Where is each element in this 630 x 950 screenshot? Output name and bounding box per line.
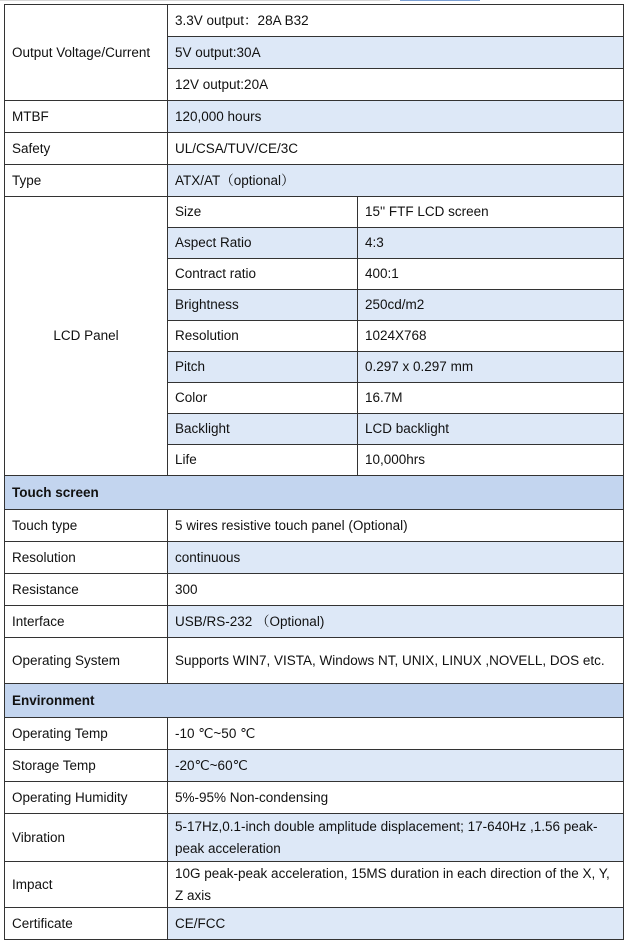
lcd-value: 1024X768 [358, 321, 624, 352]
lcd-key: Brightness [168, 290, 358, 321]
row-label: Storage Temp [5, 750, 168, 782]
lcd-value: 250cd/m2 [358, 290, 624, 321]
table-row [5, 101, 624, 133]
lcd-value: LCD backlight [358, 414, 624, 445]
lcd-value: 16.7M [358, 383, 624, 414]
table-row [5, 862, 624, 908]
top-edge-line [0, 0, 630, 3]
lcd-value: 10,000hrs [358, 445, 624, 476]
lcd-value: 0.297 x 0.297 mm [358, 352, 624, 383]
row-label: Certificate [5, 908, 168, 940]
table-row [5, 5, 624, 37]
row-label: Resistance [5, 574, 168, 606]
spec-table [4, 4, 624, 940]
table-row [5, 606, 624, 638]
lcd-key: Aspect Ratio [168, 228, 358, 259]
lcd-key: Life [168, 445, 358, 476]
row-label: Vibration [5, 814, 168, 862]
row-label: Touch type [5, 510, 168, 542]
row-label: Operating System [5, 638, 168, 684]
lcd-key: Contract ratio [168, 259, 358, 290]
table-row [5, 197, 624, 228]
row-label: Safety [5, 133, 168, 165]
row-label: Operating Humidity [5, 782, 168, 814]
section-header [5, 476, 624, 510]
table-row [5, 133, 624, 165]
row-label: MTBF [5, 101, 168, 133]
lcd-value: 4:3 [358, 228, 624, 259]
row-label: Impact [5, 862, 168, 908]
row-value: Supports WIN7, VISTA, Windows NT, UNIX, LINUX ,NOVELL, DOS etc. [168, 638, 624, 684]
table-row [5, 542, 624, 574]
section-title: Environment [5, 684, 624, 718]
table-row [5, 638, 624, 684]
lcd-key: Size [168, 197, 358, 228]
lcd-value: 400:1 [358, 259, 624, 290]
row-value: 3.3V output：28A B32 [168, 5, 624, 37]
table-row [5, 165, 624, 197]
row-value: USB/RS-232 （Optional) [168, 606, 624, 638]
row-label: Operating Temp [5, 718, 168, 750]
row-value: UL/CSA/TUV/CE/3C [168, 133, 624, 165]
row-value: continuous [168, 542, 624, 574]
row-value: 5-17Hz,0.1-inch double amplitude displacement; 17-640Hz ,1.56 peak-peak acceleration [168, 814, 624, 862]
table-row [5, 750, 624, 782]
row-value: 120,000 hours [168, 101, 624, 133]
lcd-key: Pitch [168, 352, 358, 383]
table-row [5, 908, 624, 940]
row-label: LCD Panel [5, 197, 168, 476]
table-row [5, 574, 624, 606]
row-value: 300 [168, 574, 624, 606]
lcd-value: 15'' FTF LCD screen [358, 197, 624, 228]
lcd-key: Backlight [168, 414, 358, 445]
table-row [5, 782, 624, 814]
row-value: 5 wires resistive touch panel (Optional) [168, 510, 624, 542]
lcd-key: Resolution [168, 321, 358, 352]
row-value: ATX/AT（optional） [168, 165, 624, 197]
row-label: Resolution [5, 542, 168, 574]
row-label: Interface [5, 606, 168, 638]
table-row [5, 510, 624, 542]
table-row [5, 814, 624, 862]
row-value: -10 ℃~50 ℃ [168, 718, 624, 750]
row-label: Type [5, 165, 168, 197]
table-row [5, 718, 624, 750]
section-title: Touch screen [5, 476, 624, 510]
row-value: -20℃~60℃ [168, 750, 624, 782]
row-value: 12V output:20A [168, 69, 624, 101]
section-header [5, 684, 624, 718]
row-label: Output Voltage/Current [5, 5, 168, 101]
row-value: 10G peak-peak acceleration, 15MS duration in each direction of the X, Y, Z axis [168, 862, 624, 908]
row-value: 5%-95% Non-condensing [168, 782, 624, 814]
row-value: 5V output:30A [168, 37, 624, 69]
row-value: CE/FCC [168, 908, 624, 940]
lcd-key: Color [168, 383, 358, 414]
